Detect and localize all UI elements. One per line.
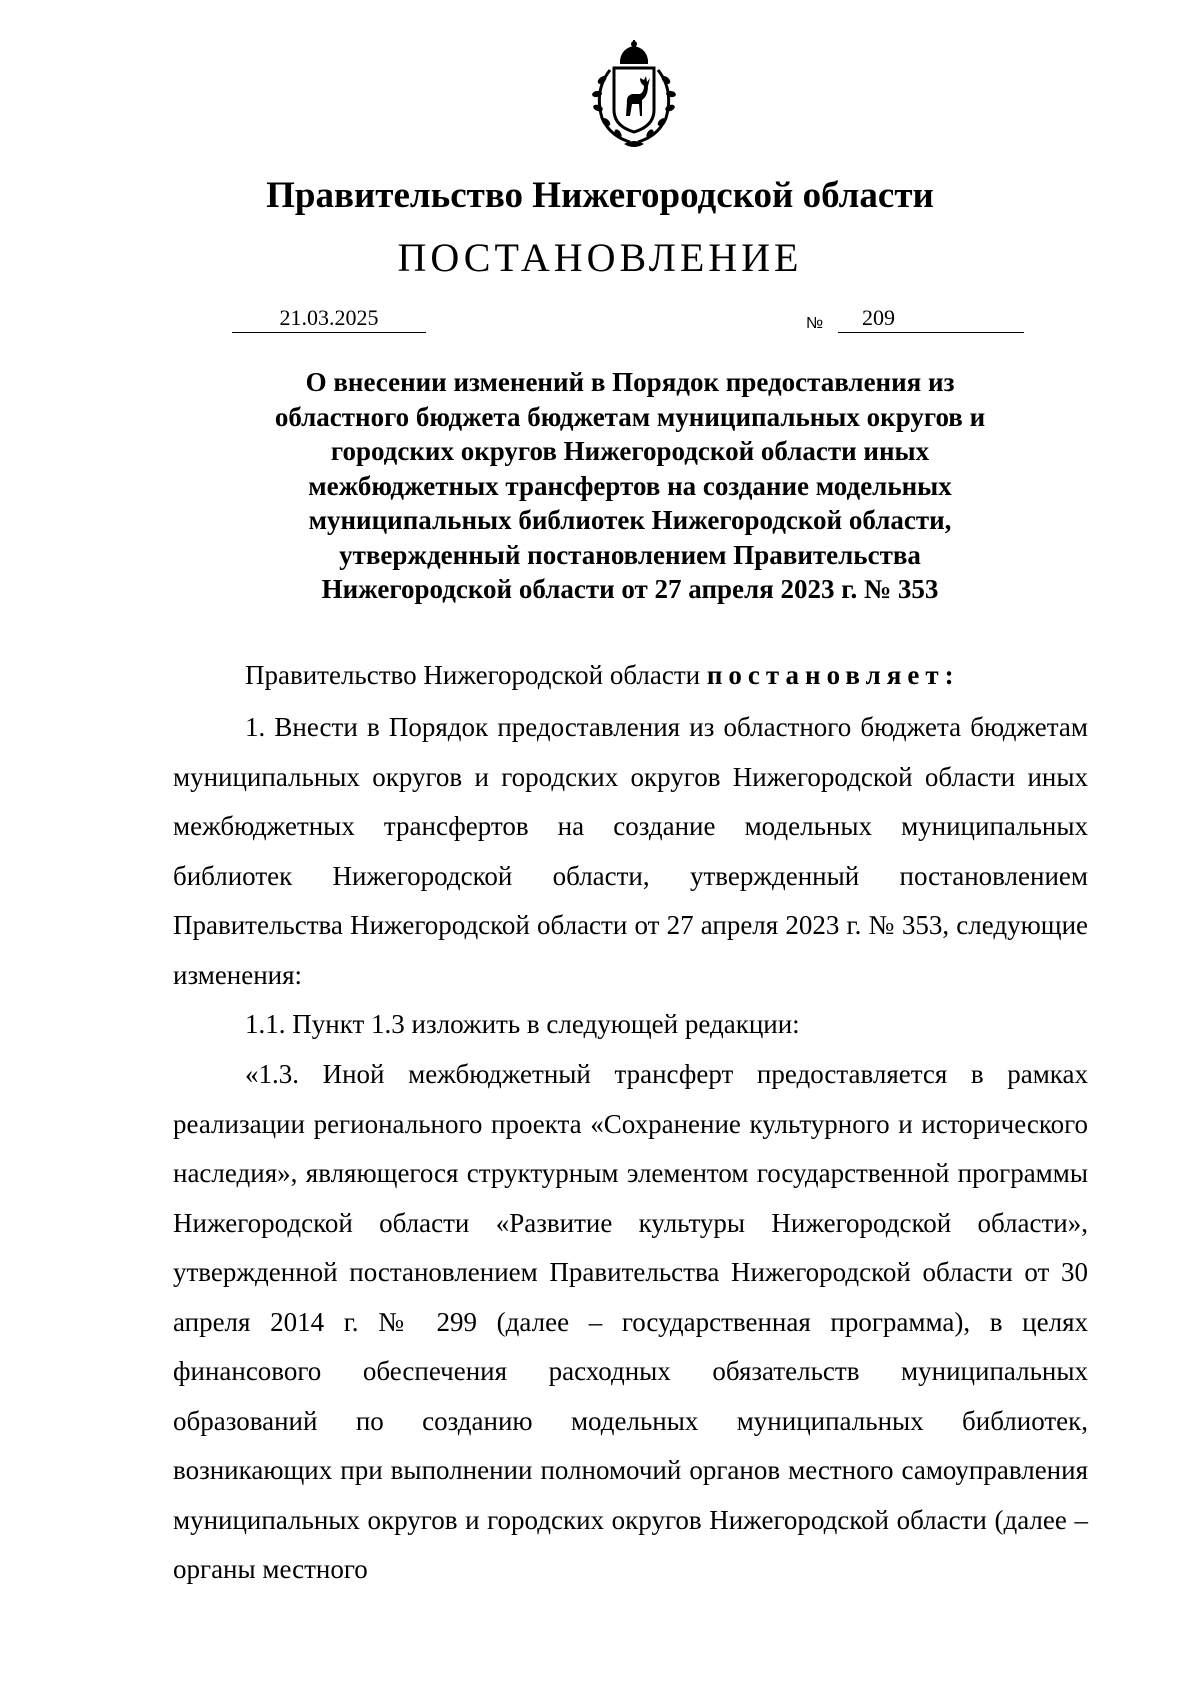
resolution-intro — [245, 658, 960, 692]
subject-line: межбюджетных трансфертов на создание модельных — [308, 470, 952, 501]
coat-of-arms-icon — [580, 40, 688, 152]
paragraph-1-3-text: «1.3. Иной межбюджетный трансферт предоставляется в рамках реализации регионального проекта «Сохранение культурного и исторического наследия», являющегося структурным элементом государственной программы Нижегородской области «Развитие культуры Нижегородской области», утвержденной постановлением Правительства Нижегородской области от 30 апреля 2014 г. № 299 (далее – государственная программа), в целях финансового обеспечения расходных обязательств муниципальных образований по созданию модельных муниципальных библиотек, возникающих при выполнении полномочий органов местного самоуправления муниципальных округов и городских округов Нижегородской области (далее – органы местного — [173, 1059, 1088, 1584]
document-type: ПОСТАНОВЛЕНИЕ — [397, 235, 803, 280]
subject-line: областного бюджета бюджетам муниципальных округов и — [274, 401, 986, 432]
paragraph-1: 1. Внести в Порядок предоставления из областного бюджета бюджетам муниципальных округов и городских округов Нижегородской области иных межбюджетных трансфертов на создание модельных муниципальных библиотек Нижегородской области, утвержденный постановлением Правительства Нижегородской области от 27 апреля 2023 г. № 353, следующие изменения: — [173, 712, 1088, 990]
government-title: Правительство Нижегородской области — [266, 175, 934, 216]
document-date: 21.03.2025 — [232, 304, 426, 333]
subject-line: О внесении изменений в Порядок предоставления из — [305, 367, 955, 397]
number-label: № — [806, 315, 824, 332]
subject-line: Нижегородской области от 27 апреля 2023 г. № 353 — [321, 574, 939, 604]
subject-line: утвержденный постановлением Правительства — [339, 539, 921, 570]
intro-decree-word: постановляет: — [706, 660, 960, 690]
document-number-field — [838, 304, 1024, 333]
paragraph-1-1: 1.1. Пункт 1.3 изложить в следующей редакции: — [245, 1009, 800, 1039]
subject-line: муниципальных библиотек Нижегородской области, — [308, 505, 952, 535]
document-subject — [170, 365, 1090, 607]
subject-line: городских округов Нижегородской области иных — [330, 436, 930, 466]
document-number: 209 — [862, 305, 895, 330]
intro-text: Правительство Нижегородской области — [245, 660, 707, 690]
